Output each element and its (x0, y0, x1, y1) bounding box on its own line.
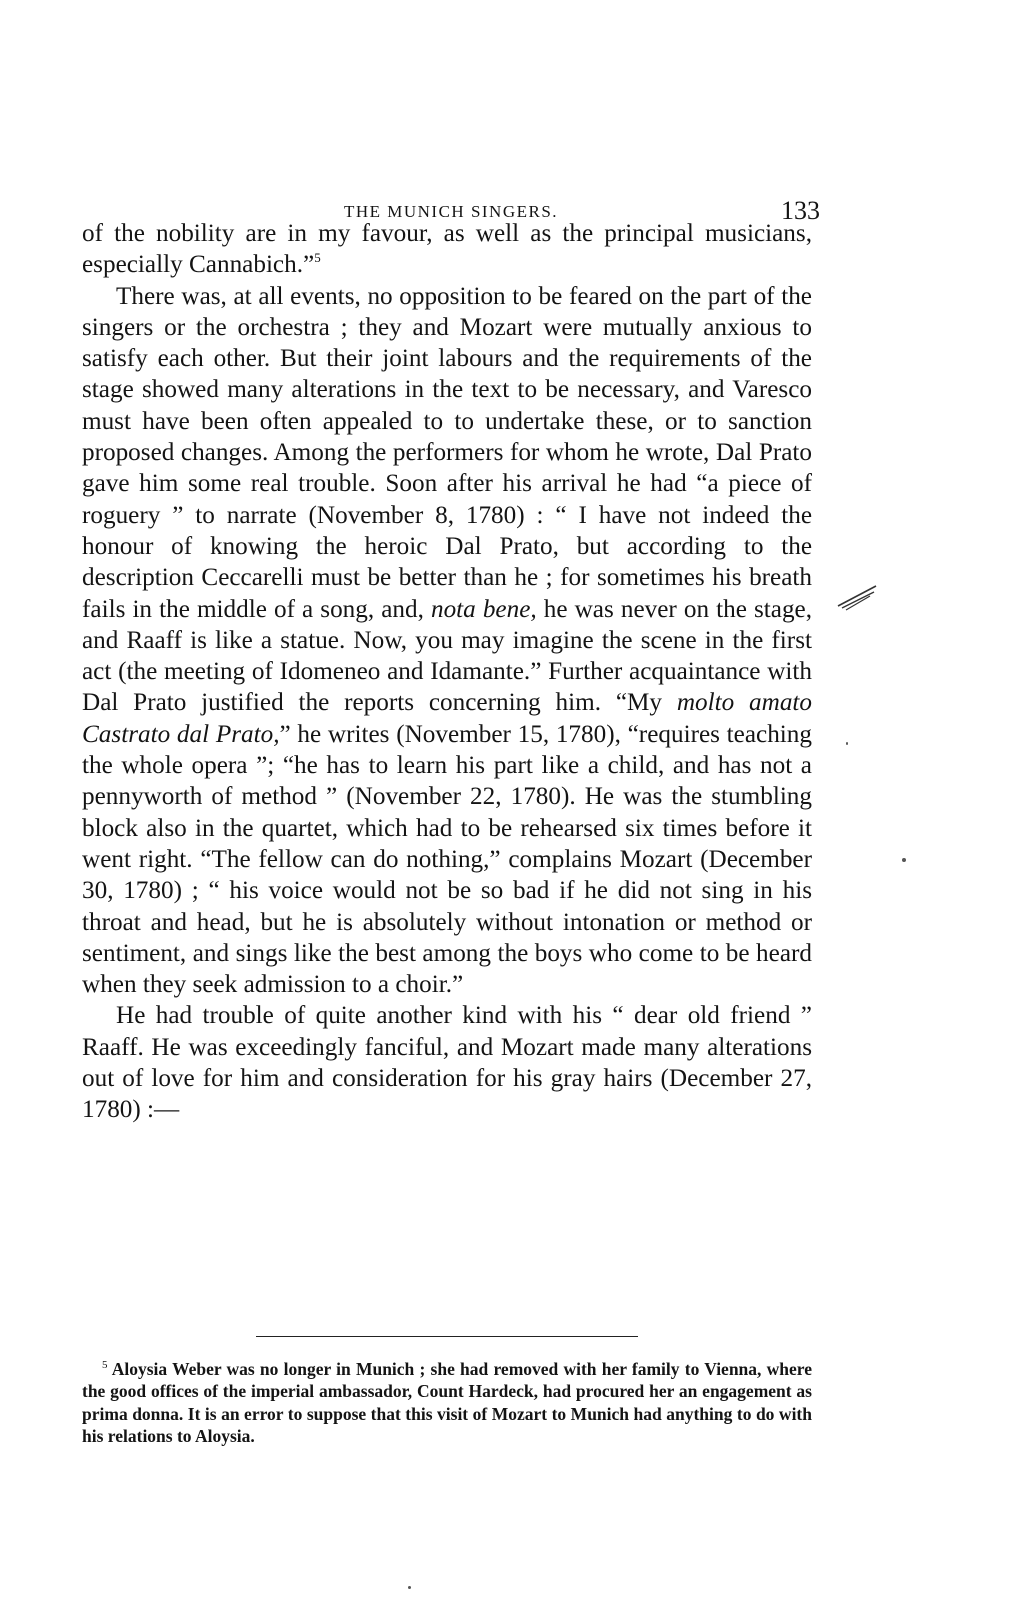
footnote (82, 1354, 812, 1448)
italic-molto-amato: molto amato Castrato dal Prato, (82, 689, 812, 748)
italic-nota-bene: nota bene, (430, 595, 537, 623)
footnote-text: Aloysia Weber was no longer in Munich ; she had removed with her family to Vienna, where the good offices of the imperial ambassador, Count Hardeck, had procured her an engagement as prima donna. It is an error to suppose that this visit of Mozart to Munich had anything to do with his relations to Aloysia. (82, 1358, 812, 1447)
paragraph-continued (82, 218, 812, 281)
print-speck (408, 1586, 411, 1589)
footnote-marker: 5 (102, 1359, 108, 1371)
paragraph-2-part-1: There was, at all events, no opposition to be feared on the part of the singers or the orchestra ; they and Mozart were mutually anxious to satisfy each other. But their joint labours and the requirements of the stage showed many alterations in the text to be necessary, and Varesco must have been often appealed to to undertake these, or to sanction proposed changes. Among the performers for whom he wrote, Dal Prato gave him some real trouble. Soon after his arrival he had “a piece of roguery ” to narrate (November 8, 1780) : “ I have not indeed the honour of knowing the heroic Dal Prato, but according to the description Ceccarelli must be better than he ; for sometimes his breath fails in the middle of a song, and, (82, 282, 812, 623)
pencil-mark-icon (836, 582, 878, 612)
running-title: THE MUNICH SINGERS. (343, 202, 559, 221)
print-speck (846, 742, 848, 745)
print-speck (902, 858, 906, 862)
main-text (82, 218, 812, 1126)
footnote-divider (256, 1336, 638, 1337)
page-number: 133 (781, 196, 820, 225)
paragraph-2-part-2: he was never on the stage, and Raaff is like a statue. Now, you may imagine the scene in the first act (the meeting of Idomeneo and Idamante.” Further acquaintance with Dal Prato justified the reports concerning him. “My (82, 595, 813, 717)
paragraph-2-part-3: ” he writes (November 15, 1780), “requires teaching the whole opera ”; “he has to learn his part like a child, and has not a pennyworth of method ” (November 22, 1780). He was the stumbling block also in the quartet, which had to be rehearsed six times before it went right. “The fellow can do nothing,” complains Mozart (December 30, 1780) ; “ his voice would not be so bad if he did not sing in his throat and head, but he is absolutely without intonation or method or sentiment, and sings like the best among the boys who come to be heard when they seek admission to a choir.” (82, 720, 812, 999)
paragraph-raaff (82, 1000, 812, 1125)
footnote-reference: 5 (314, 250, 321, 266)
paragraph-1-text: of the nobility are in my favour, as well as the principal musicians, especially Cannabich.” (82, 220, 812, 279)
paragraph-3-text: He had trouble of quite another kind with his “ dear old friend ” Raaff. He was exceedingly fanciful, and Mozart made many alterations out of love for him and consideration for his gray hairs (December 27, 1780) :— (82, 1002, 812, 1124)
paragraph-dal-prato (82, 281, 812, 1001)
